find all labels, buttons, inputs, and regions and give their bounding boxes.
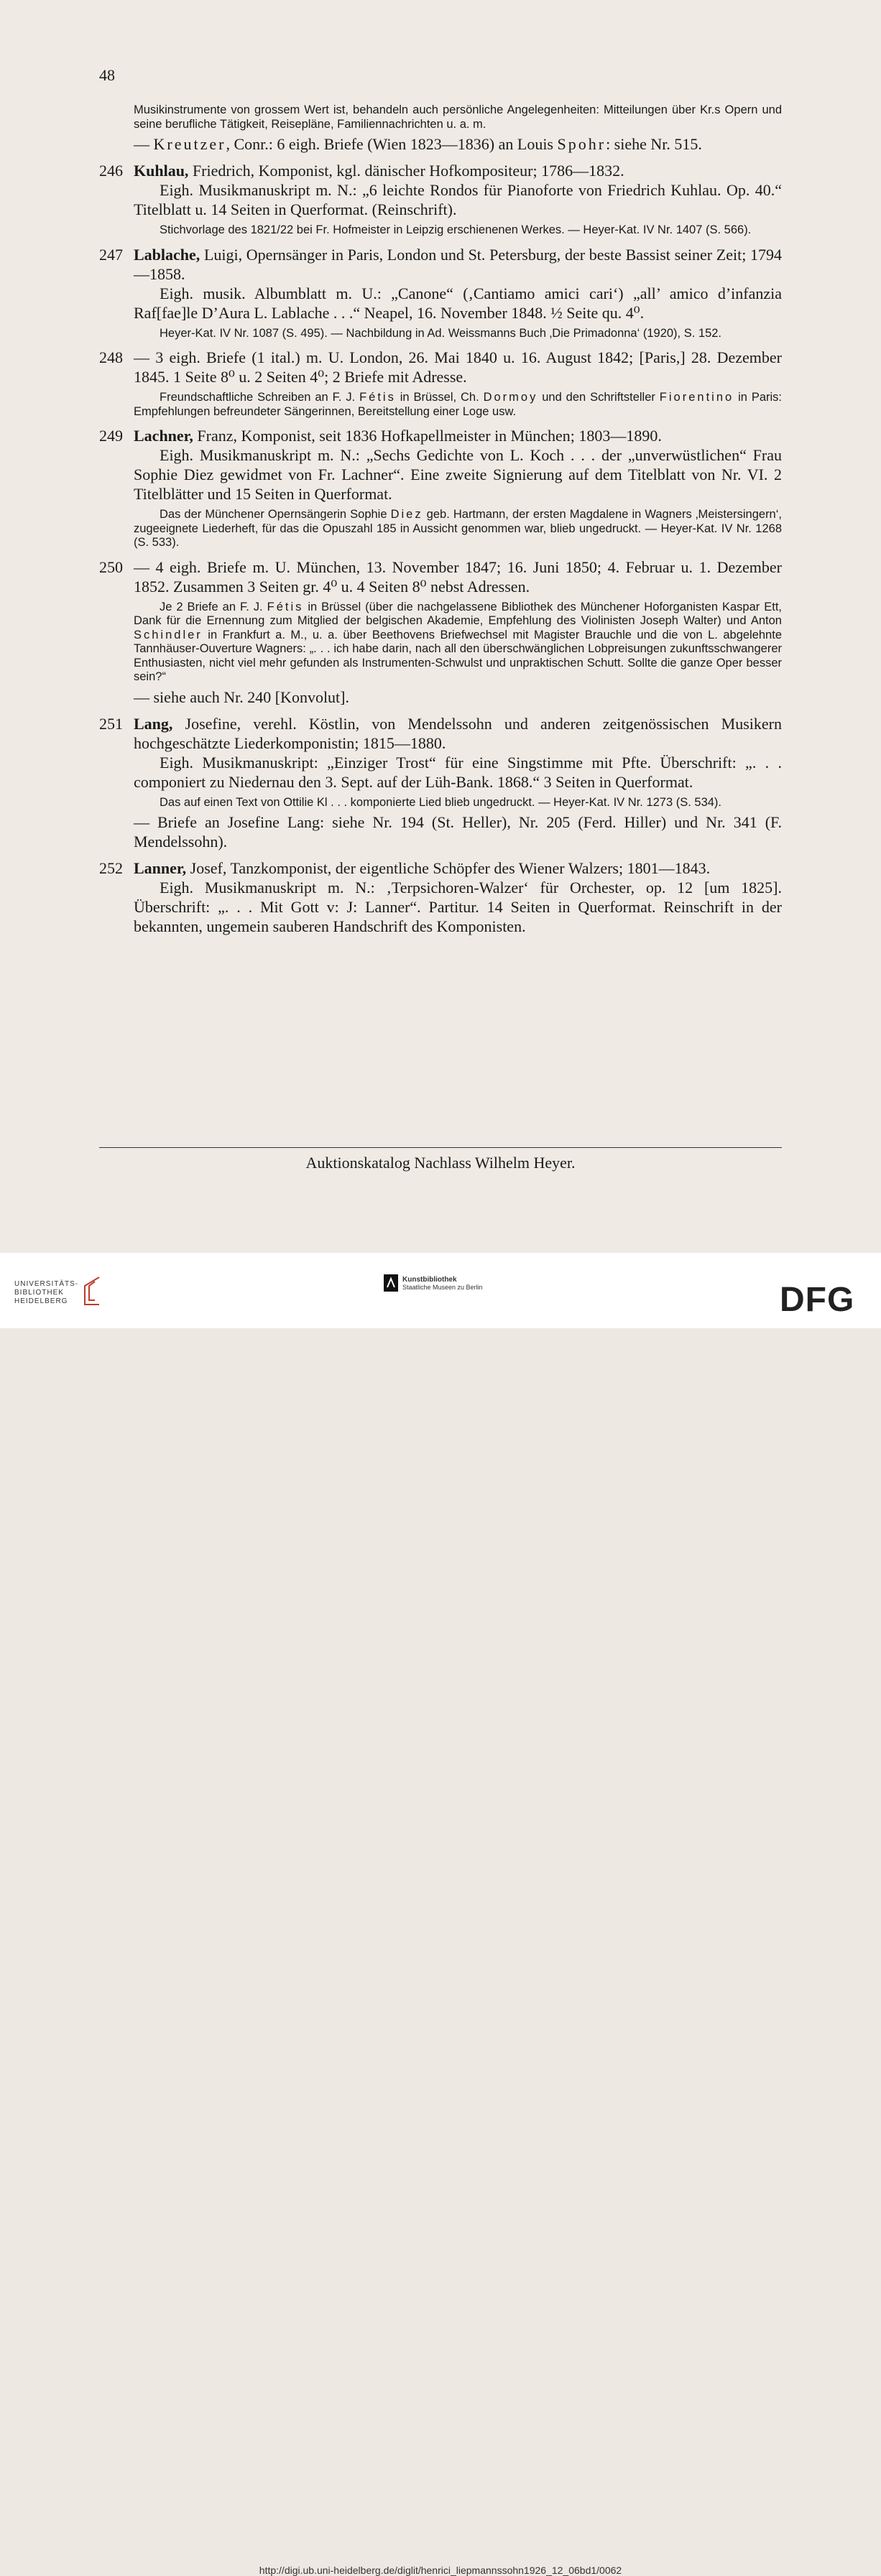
entry-heading: Lang, Josefine, verehl. Köstlin, von Mendelssohn und anderen zeitgenössischen Musikern hochgeschätzte Liederkomponistin; 1815—1880. [134, 714, 782, 752]
entry-number: 248 [99, 348, 123, 366]
catalog-entry-248 [99, 348, 782, 419]
intro-continuation [99, 103, 782, 154]
entry-note: Das der Münchener Opernsängerin Sophie Diez geb. Hartmann, der ersten Magdalene in Wagners ‚Meistersingern‘, zugeeignete Liederheft, für das die Opuszahl 185 in Aussicht genommen war, blieb ungedruckt. — Heyer-Kat. IV Nr. 1268 (S. 533). [134, 508, 782, 549]
digitization-bar [0, 1253, 881, 2576]
catalog-entry-252 [99, 858, 782, 936]
entry-heading: — 4 eigh. Briefe m. U. München, 13. November 1847; 16. Juni 1850; 4. Februar u. 1. Dezember 1852. Zusammen 3 Seiten gr. 4⁰ u. 4 Seiten 8⁰ nebst Adressen. [134, 557, 782, 596]
entry-note: Je 2 Briefe an F. J. Fétis in Brüssel (über die nachgelassene Bibliothek des Münchener Hoforganisten Kaspar Ett, Dank für die Ernennung zum Mitglied der belgischen Akademie, Empfehlung des Violinisten Joseph Walter) und Anton Schindler in Frankfurt a. M., u. a. über Beethovens Briefwechsel mit Magister Brauchle und die von L. abgelehnte Tannhäuser-Ouverture Wagners: „. . . ich habe darin, nach all den überschwänglichen Lobpreisungen zukunftsschwangerer Enthusiasten, nicht viel mehr gefunden als Instrumenten-Schwulst und unpraktischen Schutt. Sollte die ganze Oper besser sein?“ [134, 600, 783, 683]
entry-note: Heyer-Kat. IV Nr. 1087 (S. 495). — Nachbildung in Ad. Weissmanns Buch ‚Die Primadonna‘ (1920), S. 152. [160, 326, 722, 340]
catalog-entry-250 [99, 557, 782, 707]
entry-heading: — 3 eigh. Briefe (1 ital.) m. U. London, 26. Mai 1840 u. 16. August 1842; [Paris,] 28. Dezember 1845. 1 Seite 8⁰ u. 2 Seiten 4⁰; 2 Briefe mit Adresse. [134, 348, 782, 386]
entry-heading: Lachner, Franz, Komponist, seit 1836 Hofkapellmeister in München; 1803—1890. [134, 427, 662, 445]
ub-heidelberg-logo[interactable]: UNIVERSITÄTS- BIBLIOTHEK HEIDELBERG [14, 1280, 79, 1305]
entry-number: 249 [99, 427, 123, 445]
kreutzer-reference: — Kreutzer, Conr.: 6 eigh. Briefe (Wien 1823—1836) an Louis Spohr: siehe Nr. 515. [134, 135, 702, 153]
entry-note: Freundschaftliche Schreiben an F. J. Fétis in Brüssel, Ch. Dormoy und den Schriftsteller Fiorentino in Paris: Empfehlungen befreundeter Sängerinnen, Bereitstellung einer Loge usw. [134, 391, 782, 418]
source-url-link[interactable]: http://digi.ub.uni-heidelberg.de/diglit/henrici_liepmannssohn1926_12_06bd1/0062 [259, 2565, 622, 2576]
entry-number: 251 [99, 714, 123, 733]
entry-number: 252 [99, 859, 123, 877]
entry-cross-reference: — siehe auch Nr. 240 [Konvolut]. [134, 687, 349, 706]
catalog-entry-249 [99, 426, 782, 550]
catalog-entry-246 [99, 161, 782, 238]
kunstbibliothek-emblem-icon [384, 1274, 398, 1292]
entry-note: Stichvorlage des 1821/22 bei Fr. Hofmeister in Leipzig erschienenen Werkes. — Heyer-Kat. IV Nr. 1407 (S. 566). [160, 223, 752, 236]
ub-heidelberg-emblem-icon [78, 1276, 103, 1307]
dfg-logo[interactable]: DFG [780, 1281, 855, 1319]
entry-heading: Lanner, Josef, Tanzkomponist, der eigentliche Schöpfer des Wiener Walzers; 1801—1843. [134, 859, 711, 877]
catalog-content [99, 103, 782, 936]
entry-cross-reference: — Briefe an Josefine Lang: siehe Nr. 194 (St. Heller), Nr. 205 (Ferd. Hiller) und Nr. 341 (F. Mendelssohn). [134, 813, 782, 851]
entry-number: 250 [99, 557, 123, 576]
entry-description: Eigh. Musikmanuskript m. N.: „6 leichte Rondos für Pianoforte von Friedrich Kuhlau. Op. 40.“ Titelblatt u. 14 Seiten in Querformat. (Reinschrift). [134, 181, 782, 218]
entry-number: 247 [99, 245, 123, 264]
document-page [0, 0, 881, 1253]
entry-description: Eigh. Musikmanuskript m. N.: „Sechs Gedichte von L. Koch . . . der „unverwüstlichen“ Frau Sophie Diez gewidmet von Fr. Lachner“. Eine zweite Signierung auf dem Titelblatt von Nr. VI. 2 Titelblätter und 15 Seiten in Querformat. [134, 446, 782, 503]
entry-number: 246 [99, 162, 123, 180]
kunstbibliothek-logo[interactable]: Kunstbibliothek Staatliche Museen zu Berlin [402, 1276, 483, 1291]
catalog-entry-251 [99, 714, 782, 852]
entry-description: Eigh. musik. Albumblatt m. U.: „Canone“ (‚Cantiamo amici cari‘) „all’ amico d’infanzia Raf[fae]le D’Aura L. Lablache . . .“ Neapel, 16. November 1848. ½ Seite qu. 4⁰. [134, 284, 782, 322]
entry-note: Das auf einen Text von Ottilie Kl . . . komponierte Lied blieb ungedruckt. — Heyer-Kat. IV Nr. 1273 (S. 534). [160, 795, 722, 809]
intro-note: Musikinstrumente von grossem Wert ist, behandeln auch persönliche Angelegenheiten: Mitteilungen über Kr.s Opern und seine berufliche Tätigkeit, Reisepläne, Familiennachrichten u. a. m. [134, 103, 782, 131]
entry-description: Eigh. Musikmanuskript: „Einziger Trost“ für eine Singstimme mit Pfte. Überschrift: „. . . componiert zu Niedernau den 3. Sept. auf der Lüh-Bank. 1868.“ 3 Seiten in Querformat. [134, 753, 782, 791]
entry-description: Eigh. Musikmanuskript m. N.: ‚Terpsichoren-Walzer‘ für Orchester, op. 12 [um 1825]. Überschrift: „. . . Mit Gott v: J: Lanner“. Partitur. 14 Seiten in Querformat. Reinschrift in der bekannten, ungemein sauberen Handschrift des Komponisten. [134, 879, 782, 935]
entry-heading: Lablache, Luigi, Opernsänger in Paris, London und St. Petersburg, der beste Bassist seiner Zeit; 1794—1858. [134, 245, 782, 283]
page-number: 48 [99, 66, 115, 84]
catalog-entry-247 [99, 245, 782, 341]
entry-heading: Kuhlau, Friedrich, Komponist, kgl. dänischer Hofkompositeur; 1786—1832. [134, 162, 624, 180]
running-footer: Auktionskatalog Nachlass Wilhelm Heyer. [305, 1154, 576, 1172]
footer-divider [99, 1147, 782, 1148]
